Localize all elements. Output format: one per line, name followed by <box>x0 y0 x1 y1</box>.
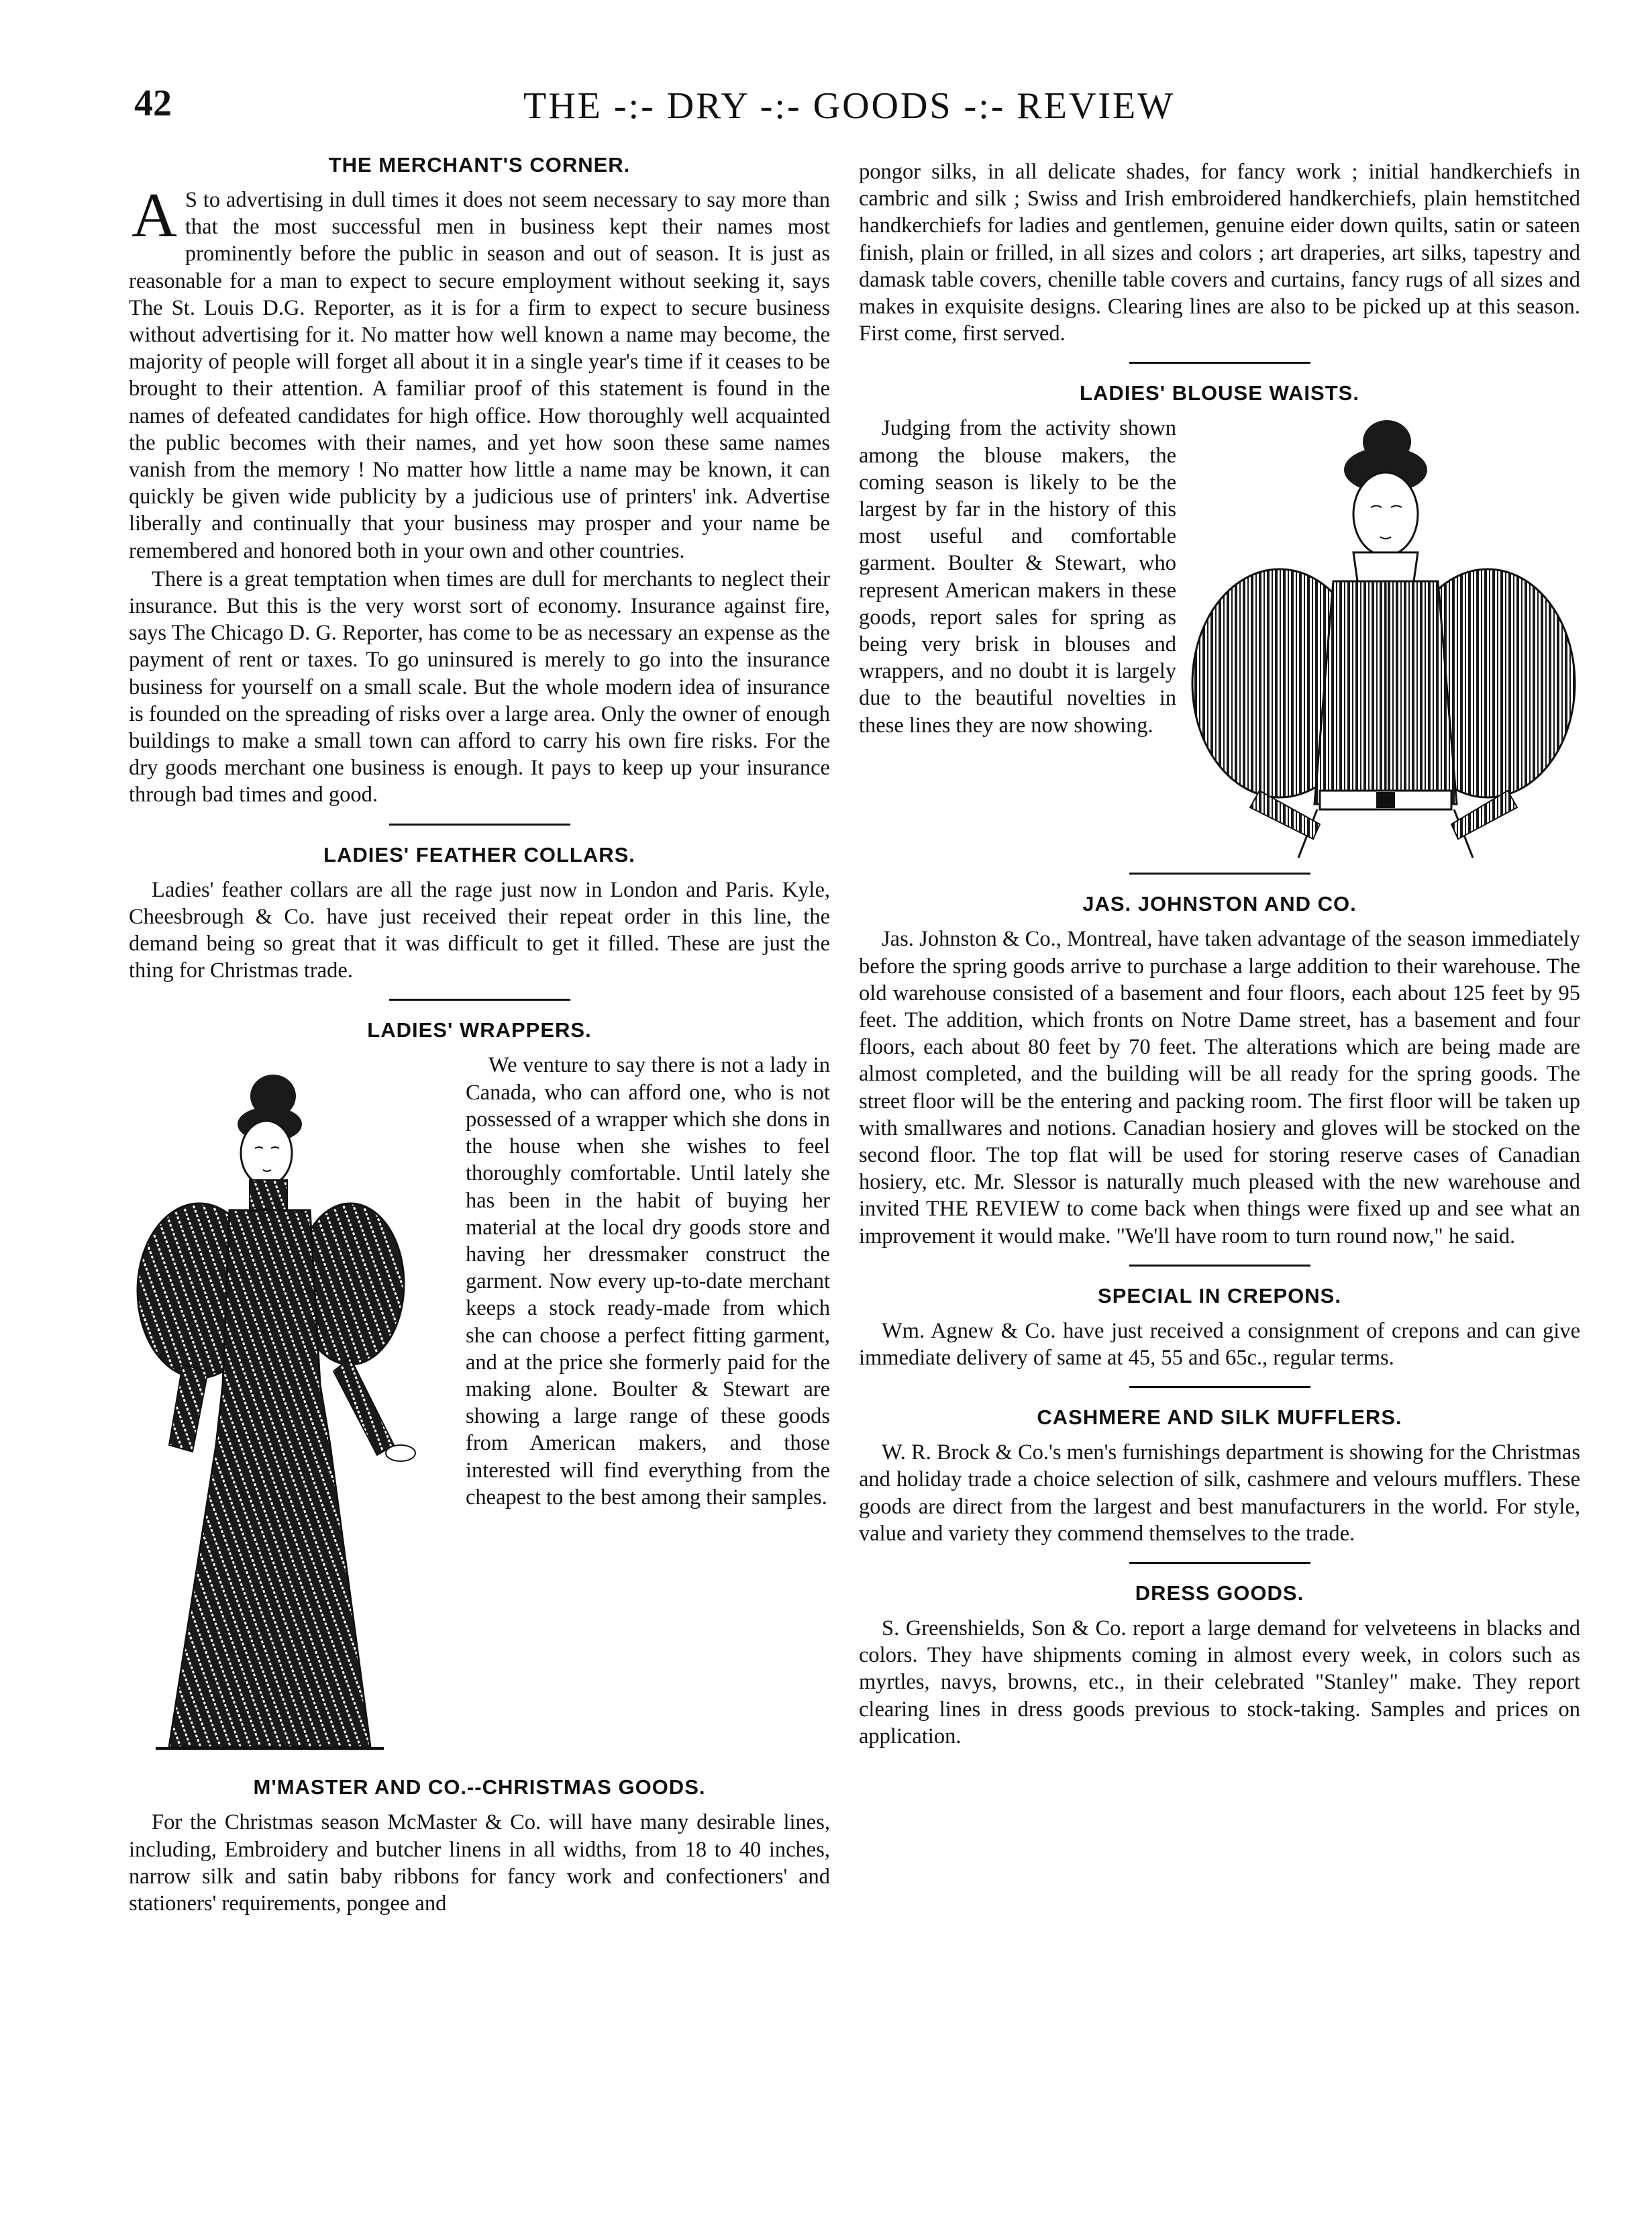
masthead-title: THE -:- DRY -:- GOODS -:- REVIEW <box>523 85 1176 127</box>
lady-in-blouse-image <box>1186 415 1580 858</box>
drop-cap: A <box>132 181 177 250</box>
section-divider <box>1129 1562 1310 1564</box>
heading-feather-collars: LADIES' FEATHER COLLARS. <box>323 842 635 867</box>
article-mcmaster <box>129 1775 830 1917</box>
wrappers-paragraph: We venture to say there is not a lady in Canada, who can afford one, who is not possessed of a wrapper which she dons in the house when she wishes to feel thoroughly comfortable. Until lately she has been in the habit of buying her material at the local dry goods store and having her dressmaker construct the garment. Now every up-to-date merchant keeps a stock ready-made from which she can choose a perfect fitting garment, and at the price she formerly paid for the making alone. Boulter & Stewart are showing a large range of these goods from American makers, and those interested will find everything from the cheapest to the best among their samples. <box>466 1053 830 1510</box>
merchants-corner-paragraph-1 <box>129 181 830 564</box>
feather-collars-paragraph: Ladies' feather collars are all the rage just now in London and Paris. Kyle, Cheesbrough & Co. have just received their repeat order in this line, the demand being so great that it was difficult to get it filled. These are just the thing for Christmas trade. <box>129 877 830 983</box>
heading-mufflers: CASHMERE AND SILK MUFFLERS. <box>1037 1405 1402 1430</box>
blouse-waists-paragraph: Judging from the activity shown among the blouse makers, the coming season is likely to be the largest by far in the history of this most useful and comfortable garment. Boulter & Stewart, who represent American makers in these goods, report sales for spring as being very brisk in blouses and wrappers, and no doubt it is largely due to the beautiful novelties in these lines they are now showing. <box>859 416 1176 738</box>
article-wrappers <box>129 1018 830 1761</box>
article-mufflers <box>859 1405 1580 1547</box>
article-crepons <box>859 1284 1580 1371</box>
article-blouse-waists <box>859 381 1580 858</box>
article-feather-collars <box>129 843 830 985</box>
merchants-corner-text-1: S to advertising in dull times it does not seem necessary to say more than that the most successful men in business kept their names most prominently before the public in season and out of season. It is just as reasonable for a man to expect to secure employment without seeking it, says The St. Louis D.G. Reporter, as it is for a firm to expect to secure business without advertising for it. No matter how well known a name may become, the majority of people will forget all about it in a single year's time if it ceases to be brought to their attention. A familiar proof of this statement is found in the names of defeated candidates for high office. How thoroughly well acquainted the public becomes with their names, and yet how soon these same names vanish from the memory ! No matter how little a name may be known, it can quickly be given wide publicity by a judicious use of printers' ink. Advertise liberally and continually that your business may prosper and your name be remembered and honored both in your own and other countries. <box>129 188 830 563</box>
crepons-paragraph: Wm. Agnew & Co. have just received a consignment of crepons and can give immediate delivery of same at 45, 55 and 65c., regular terms. <box>859 1318 1580 1371</box>
section-divider <box>389 999 570 1001</box>
mcmaster-continued-paragraph: pongor silks, in all delicate shades, for fancy work ; initial handkerchiefs in cambric and silk ; Swiss and Irish embroidered handkerchiefs, plain hemstitched handkerchiefs for ladies and gentlemen, genuine eider down quilts, satin or sateen finish, plain or frilled, in all sizes and colors ; art draperies, art silks, tapestry and damask table covers, chenille table covers and curtains, fancy rugs of all sizes and makes in exquisite designs. Clearing lines are also to be picked up at this season. First come, first served. <box>859 160 1580 346</box>
heading-wrappers: LADIES' WRAPPERS. <box>367 1018 592 1042</box>
section-divider <box>1129 362 1310 364</box>
article-johnston <box>859 892 1580 1249</box>
article-mcmaster-continued <box>859 158 1580 347</box>
article-merchants-corner <box>129 153 830 809</box>
heading-mcmaster: M'MASTER AND CO.--CHRISTMAS GOODS. <box>253 1775 706 1799</box>
heading-merchants-corner: THE MERCHANT'S CORNER. <box>328 153 631 177</box>
wrapper-illustration <box>129 1069 451 1761</box>
blouse-illustration <box>1186 415 1580 858</box>
page-number: 42 <box>134 83 172 124</box>
merchants-corner-paragraph-2: There is a great temptation when times are dull for merchants to neglect their insurance. But this is the very worst sort of economy. Insurance against fire, says The Chicago D. G. Reporter, has come to be as necessary an expense as the payment of rent or taxes. To go uninsured is merely to go into the insurance business for yourself on a small scale. But the whole modern idea of insurance is founded on the spreading of risks over a large area. Only the owner of enough buildings to make a small town can afford to carry his own fire risks. For the dry goods merchant one business is enough. It pays to keep up your insurance through bad times and good. <box>129 566 830 807</box>
right-column <box>859 158 1580 1750</box>
heading-crepons: SPECIAL IN CREPONS. <box>1098 1283 1341 1307</box>
left-column <box>129 153 830 1917</box>
dress-goods-paragraph: S. Greenshields, Son & Co. report a large demand for velveteens in blacks and colors. They have shipments coming in almost every week, in colors such as myrtles, navys, browns, etc., in their celebrated "Stanley" make. They report clearing lines in dress goods previous to stock-taking. Samples and prices on application. <box>859 1616 1580 1748</box>
section-divider <box>1129 1265 1310 1267</box>
johnston-paragraph: Jas. Johnston & Co., Montreal, have taken advantage of the season immediately before the spring goods arrive to purchase a large addition to their warehouse. The old warehouse consisted of a basement and four floors, each about 125 feet by 95 feet. The addition, which fronts on Notre Dame street, has a basement and four floors, each about 80 feet by 70 feet. The alterations which are being made are almost completed, and the building will be all ready for the spring goods. The street floor will be the entering and packing room. The first floor will be taken up with smallwares and notions. Canadian hosiery and gloves will be stocked on the second floor. The top flat will be used for storing reserve cases of Canadian hosiery, etc. Mr. Slessor is naturally much pleased with the new warehouse and invited THE REVIEW to come back when things were fixed up and see what an improvement it would make. "We'll have room to turn round now," he said. <box>859 927 1580 1248</box>
heading-blouse-waists: LADIES' BLOUSE WAISTS. <box>1080 381 1359 405</box>
article-dress-goods <box>859 1581 1580 1750</box>
section-divider <box>389 824 570 826</box>
heading-johnston: JAS. JOHNSTON AND CO. <box>1082 892 1357 916</box>
section-divider <box>1129 1386 1310 1388</box>
mcmaster-paragraph: For the Christmas season McMaster & Co. will have many desirable lines, including, Embroidery and butcher linens in all widths, from 18 to 40 inches, narrow silk and satin baby ribbons for fancy work and confectioners' and stationers' requirements, pongee and <box>129 1810 830 1916</box>
heading-dress-goods: DRESS GOODS. <box>1135 1581 1304 1605</box>
lady-in-wrapper-image <box>129 1069 451 1761</box>
mufflers-paragraph: W. R. Brock & Co.'s men's furnishings department is showing for the Christmas and holiday trade a choice selection of silk, cashmere and velours mufflers. These goods are direct from the largest and best manufacturers in the world. For style, value and variety they commend themselves to the trade. <box>859 1440 1580 1546</box>
section-divider <box>1129 873 1310 875</box>
